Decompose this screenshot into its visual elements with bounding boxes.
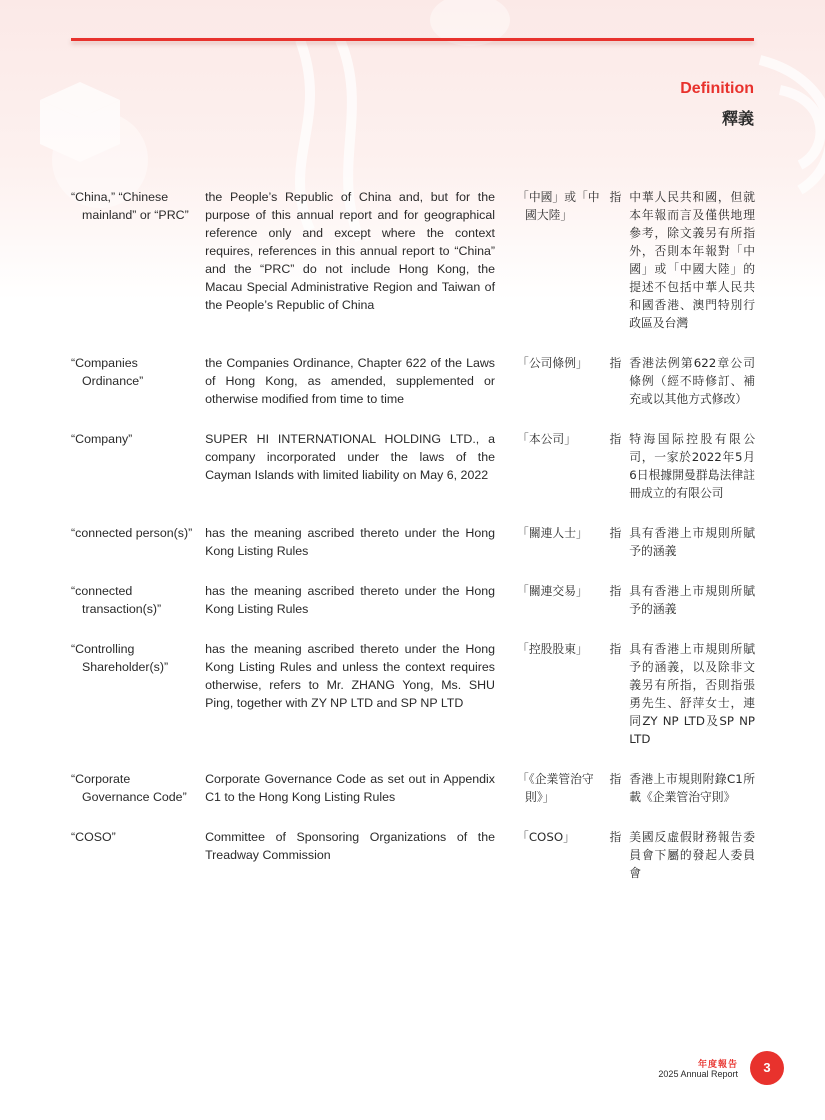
means-marker: 指 — [609, 584, 622, 598]
definition-chinese: 特海国际控股有限公司，一家於2022年5月6日根據開曼群島法律註冊成立的有限公司 — [629, 432, 756, 500]
term-chinese: 「控股股東」 — [517, 642, 588, 656]
term-chinese: 「《企業管治守則》」 — [517, 772, 594, 804]
definition-english: has the meaning ascribed thereto under the Hong Kong Listing Rules and unless the context requires otherwise, refers to Mr. ZHANG Yong, Ms. SHU Ping, together with ZY NP LTD and SP NP LTD — [205, 642, 496, 710]
term-chinese: 「公司條例」 — [517, 356, 588, 370]
term-chinese: 「中國」或「中國大陸」 — [517, 190, 600, 222]
term-chinese: 「關連人士」 — [517, 526, 588, 540]
definition-row — [71, 770, 755, 806]
definition-english: SUPER HI INTERNATIONAL HOLDING LTD., a company incorporated under the laws of the Cayman Islands with limited liability on May 6, 2022 — [205, 432, 496, 482]
definition-row — [71, 430, 755, 502]
term-english: “Company” — [71, 432, 133, 446]
means-marker: 指 — [609, 772, 622, 786]
definition-english: the Companies Ordinance, Chapter 622 of the Laws of Hong Kong, as amended, supplemented or otherwise modified from time to time — [205, 356, 496, 406]
footer-report-label: 2025 Annual Report — [658, 1069, 738, 1079]
definition-row — [71, 524, 755, 560]
term-english: “Companies Ordinance” — [71, 356, 144, 388]
term-chinese: 「COSO」 — [517, 830, 575, 844]
definition-english: Committee of Sponsoring Organizations of the Treadway Commission — [205, 830, 496, 862]
definition-english: Corporate Governance Code as set out in Appendix C1 to the Hong Kong Listing Rules — [205, 772, 496, 804]
means-marker: 指 — [609, 190, 622, 204]
definition-chinese: 香港法例第622章公司條例（經不時修訂、補充或以其他方式修改） — [629, 356, 756, 406]
footer-report-label-chinese: 年度報告 — [697, 1060, 738, 1070]
means-marker: 指 — [609, 526, 622, 540]
definition-chinese: 具有香港上市規則所賦予的涵義 — [629, 584, 756, 616]
term-chinese: 「關連交易」 — [517, 584, 588, 598]
definition-list — [71, 188, 755, 904]
term-english: “connected transaction(s)” — [71, 584, 162, 616]
page-number-badge: 3 — [750, 1051, 784, 1085]
top-rule — [71, 38, 754, 41]
definition-chinese: 中華人民共和國，但就本年報而言及僅供地理參考，除文義另有所指外，否則本年報對「中國」或「中國大陸」的提述不包括中華人民共和國香港、澳門特別行政區及台灣 — [629, 190, 756, 330]
definition-row — [71, 188, 755, 332]
definition-chinese: 美國反虛假財務報告委員會下屬的發起人委員會 — [629, 830, 756, 880]
definition-english: the People’s Republic of China and, but for the purpose of this annual report and for geographical reference only and except where the context requires, references in this annual report to “China” and the “PRC” do not include Hong Kong, the Macau Special Administrative Region and Taiwan of the People’s Republic of China — [205, 190, 496, 312]
term-english: “connected person(s)” — [71, 526, 193, 540]
definition-chinese: 香港上市規則附錄C1所載《企業管治守則》 — [629, 772, 756, 804]
definition-english: has the meaning ascribed thereto under the Hong Kong Listing Rules — [205, 584, 496, 616]
definition-row — [71, 828, 755, 882]
definition-row — [71, 640, 755, 748]
term-english: “China,” “Chinese mainland” or “PRC” — [71, 190, 189, 222]
page-title-chinese: 釋義 — [721, 109, 754, 128]
definition-chinese: 具有香港上市規則所賦予的涵義 — [629, 526, 756, 558]
page-title: Definition — [680, 80, 754, 97]
means-marker: 指 — [609, 830, 622, 844]
means-marker: 指 — [609, 642, 622, 656]
definition-chinese: 具有香港上市規則所賦予的涵義，以及除非文義另有所指，否則指張勇先生、舒萍女士，連同ZY NP LTD及SP NP LTD — [629, 642, 756, 746]
definition-english: has the meaning ascribed thereto under the Hong Kong Listing Rules — [205, 526, 496, 558]
means-marker: 指 — [609, 356, 622, 370]
term-english: “Controlling Shareholder(s)” — [71, 642, 169, 674]
term-chinese: 「本公司」 — [517, 432, 577, 446]
term-english: “Corporate Governance Code” — [71, 772, 187, 804]
means-marker: 指 — [609, 432, 622, 446]
definition-row — [71, 582, 755, 618]
term-english: “COSO” — [71, 830, 116, 844]
definition-row — [71, 354, 755, 408]
